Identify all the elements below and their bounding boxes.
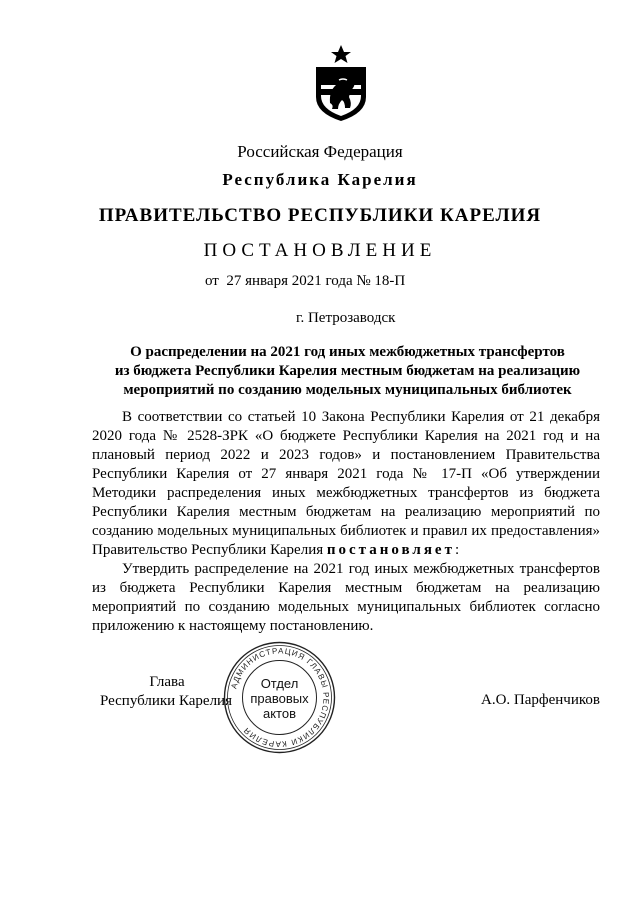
title-line: О распределении на 2021 год иных межбюджетных трансфертов bbox=[130, 344, 565, 360]
country-name: Российская Федерация bbox=[237, 142, 403, 161]
paragraph-text: В соответствии со статьей 10 Закона Республики Карелия от 21 декабря 2020 года № 2528-ЗРК «О бюджете Республики Карелия на 2021 год и на плановый период 2022 и 2023 годов» и постановлением Правительства Республики Карелия от 27 января 2021 года № 17-П «Об утверждении Методики распределения иных межбюджетных трансфертов из бюджета Республики Карелия местным бюджетам на реализацию мероприятий по созданию модельных муниципальных библиотек и правил их предоставления» Правительство Республики Карелия bbox=[92, 409, 600, 558]
title-line: из бюджета Республики Карелия местным бюджетам на реализацию bbox=[114, 363, 581, 379]
stamp-text-line: актов bbox=[262, 706, 297, 721]
title-line: мероприятий по созданию модельных муниципальных библиотек bbox=[123, 382, 572, 398]
signer-name: А.О. Парфенчиков bbox=[481, 692, 600, 708]
stamp-text-line: правовых bbox=[250, 691, 309, 706]
document-body bbox=[92, 408, 600, 636]
signer-position bbox=[92, 673, 232, 711]
stamp-ring-text: АДМИНИСТРАЦИЯ ГЛАВЫ РЕСПУБЛИКИ КАРЕЛИЯ bbox=[229, 646, 331, 749]
document-date-number: от 27 января 2021 года № 18-П bbox=[205, 273, 406, 289]
body-paragraph-2: Утвердить распределение на 2021 год иных межбюджетных трансфертов из бюджета Республики Карелия местным бюджетам на реализацию мероприятий по созданию модельных муниципальных библиотек согласно приложению к настоящему постановлению. bbox=[92, 561, 600, 634]
document-title bbox=[95, 343, 600, 400]
signer-position-line: Глава bbox=[149, 674, 185, 690]
coat-of-arms-emblem bbox=[312, 45, 370, 123]
paragraph-end: : bbox=[454, 542, 460, 558]
stamp-text-line: Отдел bbox=[260, 676, 299, 691]
document-city: г. Петрозаводск bbox=[296, 310, 396, 326]
signer-position-line: Республики Карелия bbox=[99, 693, 232, 709]
government-title: ПРАВИТЕЛЬСТВО РЕСПУБЛИКИ КАРЕЛИЯ bbox=[98, 205, 542, 226]
decision-keyword: постановляет bbox=[326, 542, 455, 558]
body-paragraph-1 bbox=[92, 408, 600, 560]
document-type: ПОСТАНОВЛЕНИЕ bbox=[203, 240, 437, 261]
official-stamp bbox=[222, 640, 337, 755]
republic-name: Республика Карелия bbox=[222, 170, 418, 189]
